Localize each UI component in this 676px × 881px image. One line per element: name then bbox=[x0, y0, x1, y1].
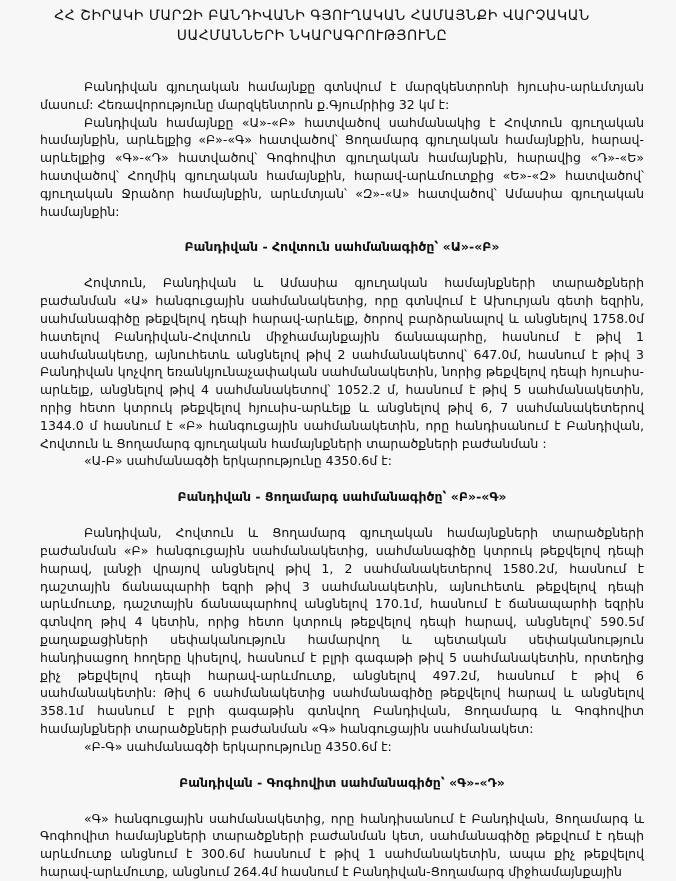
spacer bbox=[40, 470, 644, 488]
section-body-b-g: Բանդիվան, Հովտուն և Ցողամարգ գյուղական համայնքների տարածքների բաժանման «Բ» հանգուցային սահմանակետից, սահմանագիծը կտրուկ թեքվելով դեպի հարավ, լանջի վրայով անցնելով թիվ 1, 2 սահմանակետերով 1580.2մ, հասնում է դաշտային ճանապարհի եզրի թիվ 3 սահմանակետին, այնուհետև թեքվելով դեպի արևմուտք, դաշտային ճանապարհով անցնելով 170.1մ, հասնում է ճանապարհի եզրին գտնվող թիվ 4 կետին, որից հետո կտրուկ թեքվելով դեպի հարավ, անցնելով՝ 590.5մ քաղաքացիների սեփականություն համարվող և պետական սեփականություն հանդիսացող հողերը կիսելով, հասնում է բլրի գագաթի թիվ 5 սահմանակետին, որտեղից քիչ թեքվելով դեպի հարավ-արևմուտք, անցնելով 497.2մ, հասնում է թիվ 6 սահմանակետին: Թիվ 6 սահմանակետից սահմանագիծը թեքվելով հարավ և անցնելով 358.1մ հասնում է բլրի գագաթին գտնվող Բանդիվան, Ցողամարգ և Գոգհովիտ համայնքների տարածքների բաժանման «Գ» հանգուցային սահմանակետ: bbox=[40, 525, 644, 736]
intro-paragraph-neighbors: Բանդիվան համայնքը «Ա»-«Բ» հատվածով սահմանակից է Հովտուն գյուղական համայնքին, արևելքից «Բ»-«Գ» հատվածով՝ Ցողամարգ գյուղական համայնքին, հարավ-արևելքից «Գ»-«Դ» հատվածով՝ Գոգհովիտ գյուղական համայնքին, հարավից «Դ»-«Ե» հատվածով՝ Հողմիկ գյուղական համայնքին, հարավ-արևմուտքից «Ե»-«Զ» հատվածով՝ գյուղական Ջրաձոր համայնքին, արևմտյան՝ «Զ»-«Ա» հատվածով՝ Ամասիա գյուղական համայնքին: bbox=[40, 114, 644, 219]
section-body-a-b: Հովտուն, Բանդիվան և Ամասիա գյուղական համայնքների տարածքների բաժանման «Ա» հանգուցային սահմանակետից, որը գտնվում է Ախուրյան գետի եզրին, սահմանագիծը թեքվելով դեպի հարավ-արևելք, ծորով բարձրանալով և անցնելով 1758.0մ հատելով Բանդիվան-Հովտուն միջհամայնքային ճանապարհը, հասնում է թիվ 1 սահմանակետը, այնուհետև անցնելով թիվ 2 սահմանակետով՝ 647.0մ, հասնում է թիվ 3 Բանդիվան կոչվող եռանկյունաչափական սահմանակետին, նորից թեքվելով դեպի հյուսիս-արևելք, անցնելով թիվ 4 սահմանակետով՝ 1052.2 մ, հասնում է թիվ 5 սահմանակետին, որից հետո կտրուկ թեքվելով հյուսիս-արևելք և անցնելով թիվ 6, 7 սահմանակետերով 1344.0 մ հասնում է «Բ» հանգուցային սահմանակետին, որը հանդիսանում է Բանդիվան, Հովտուն և Ցողամարգ գյուղական համայնքների տարածքների բաժանման : bbox=[40, 275, 644, 451]
spacer bbox=[40, 46, 644, 78]
document-title bbox=[40, 0, 644, 46]
section-heading-b-g: Բանդիվան - Ցողամարգ սահմանագիծը՝ «Բ»-«Գ» bbox=[177, 489, 507, 505]
section-length-b-g: «Բ-Գ» սահմանագծի երկարությունը 4350.6մ է: bbox=[84, 738, 392, 754]
section-heading-a-b: Բանդիվան - Հովտուն սահմանագիծը՝ «Ա»-«Բ» bbox=[184, 239, 500, 255]
intro-paragraph-location: Բանդիվան գյուղական համայնքը գտնվում է մարզկենտրոնի հյուսիս-արևմտյան մասում: Հեռավորությունը մարզկենտրոն ք.Գյումրիից 32 կմ է: bbox=[40, 79, 644, 112]
title-line-2: ՍԱՀՄԱՆՆԵՐԻ ՆԿԱՐԱԳՐՈՒԹՅՈՒՆԸ bbox=[176, 28, 448, 44]
spacer bbox=[40, 506, 644, 524]
spacer bbox=[40, 256, 644, 274]
section-length-a-b: «Ա-Բ» սահմանագծի երկարությունը 4350.6մ է: bbox=[84, 453, 392, 469]
title-line-1: ՀՀ ՇԻՐԱԿԻ ՄԱՐԶԻ ԲԱՆԴԻՎԱՆԻ ԳՅՈՒՂԱԿԱՆ ՀԱՄԱՅՆՔԻ ՎԱՐՉԱԿԱՆ bbox=[54, 8, 590, 24]
spacer bbox=[40, 220, 644, 238]
section-heading-g-d: Բանդիվան - Գոգհովիտ սահմանագիծը՝ «Գ»-«Դ» bbox=[179, 774, 505, 790]
section-body-g-d: «Գ» հանգուցային սահմանակետից, որը հանդիսանում է Բանդիվան, Ցողամարգ և Գոգհովիտ համայնքների տարածքների բաժանման կետ, սահմանագիծը թեքվում է դեպի արևմուտք անցնում է 300.6մ հասնում է թիվ 1 սահմանակետին, ապա քիչ թեքվելով հարավ-արևմուտք, անցնում 264.4մ հասնում է Բանդիվան-Ցողամարգ միջհամայնքային bbox=[40, 810, 644, 879]
spacer bbox=[40, 792, 644, 810]
spacer bbox=[40, 756, 644, 774]
